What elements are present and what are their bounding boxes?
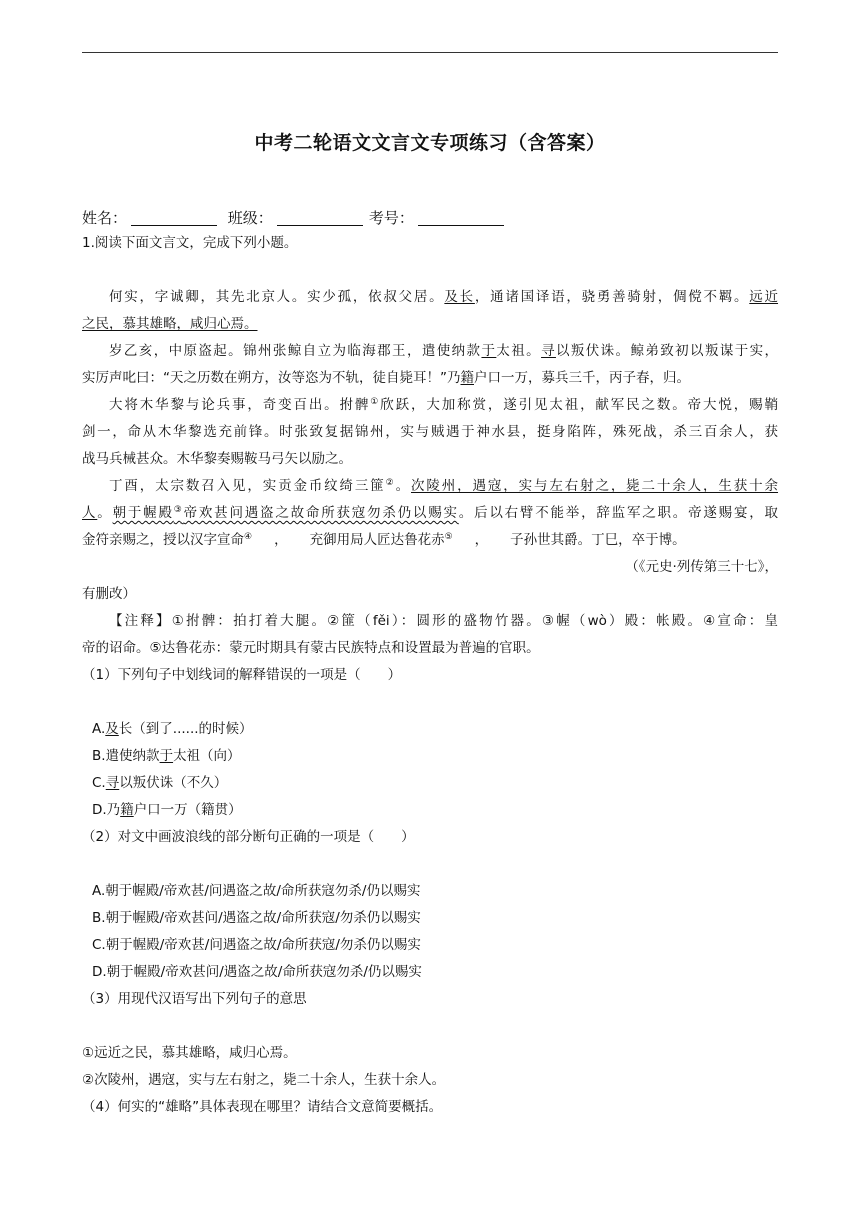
underlined-sentence-1: 之民，慕其雄略，咸归心焉。 (82, 316, 258, 332)
passage-p2-line1: 岁乙亥，中原盗起。锦州张鲸自立为临海郡王，遣使纳款于太祖。寻以叛伏诛。鲸弟致初以叛谋于实， (109, 343, 779, 359)
passage-p4-line1: 丁酉，太宗数召入见，实贡金币纹绮三篚②。次陵州，遇寇，实与左右射之，毙二十余人，生获十余 (109, 478, 779, 494)
exam-label: 考号： (368, 209, 414, 227)
sub2-option-b[interactable]: B.朝于幄殿/帝欢甚问/遇盗之故/命所获寇/勿杀仍以赐实 (92, 910, 421, 926)
passage-p4-line3: 金符亲赐之，授以汉字宣命④ ， 充御用局人匠达鲁花赤⑤ ， 子孙世其爵。丁巳，卒于博。 (82, 532, 686, 548)
sub1-option-c[interactable]: C.寻以叛伏诛（不久） (92, 775, 228, 791)
subquestion-3: （3）用现代汉语写出下列句子的意思 (82, 991, 307, 1007)
note-marker-1: ① (370, 397, 381, 407)
notes-line1: 【注释】①拊髀：拍打着大腿。②篚（fěi）：圆形的盛物竹器。③幄（wò）殿：帐殿。④宣命：皇 (109, 613, 778, 629)
passage-p3-line1: 大将木华黎与论兵事，奇变百出。拊髀①欣跃，大加称赏，遂引见太祖，献军民之数。帝大悦，赐鞘 (109, 397, 779, 413)
class-label: 班级： (227, 209, 273, 227)
underlined-yu: 于 (481, 343, 497, 359)
sub2-option-d[interactable]: D.朝于幄殿/帝欢甚问/遇盗之故/命所获寇勿杀/仍以赐实 (92, 964, 422, 980)
passage-p3-line3: 战马兵械甚众。木华黎奏赐鞍马弓矢以励之。 (82, 451, 352, 467)
header-rule (82, 52, 778, 53)
underlined-jichang: 及长 (444, 289, 475, 305)
note-marker-2: ② (385, 478, 396, 488)
student-info-row (82, 207, 510, 228)
sub1-option-a[interactable]: A.及长（到了......的时候） (92, 721, 253, 737)
sub3-sentence-2: ②次陵州，遇寇，实与左右射之，毙二十余人，生获十余人。 (82, 1072, 446, 1088)
page-title: 中考二轮语文文言文专项练习（含答案） (254, 132, 606, 154)
notes-line2: 帝的诏命。⑤达鲁花赤：蒙元时期具有蒙古民族特点和设置最为普遍的官职。 (82, 640, 540, 656)
passage-p3-line2: 剑一，命从木华黎选充前锋。时张致复据锦州，实与贼遇于神水县，挺身陷阵，殊死战，杀三百余人，获 (82, 424, 778, 440)
underlined-sentence-2: 次陵州，遇寇，实与左右射之，毙二十余人，生获十余 (411, 478, 779, 494)
subquestion-1: （1）下列句子中划线词的解释错误的一项是（ ） (82, 667, 402, 683)
sub1-option-d[interactable]: D.乃籍户口一万（籍贯） (92, 802, 242, 818)
note-marker-3: ③ (173, 505, 184, 515)
wavy-segment: 朝于幄殿③帝欢甚问遇盗之故命所获寇勿杀仍以赐实 (112, 505, 459, 521)
sub2-option-c[interactable]: C.朝于幄殿/帝欢甚/问遇盗之故/命所获寇/勿杀仍以赐实 (92, 937, 421, 953)
sub3-sentence-1: ①远近之民，慕其雄略，咸归心焉。 (82, 1045, 297, 1061)
name-blank[interactable] (131, 211, 217, 226)
passage-p4-line2: 人。朝于幄殿③帝欢甚问遇盗之故命所获寇勿杀仍以赐实。后以右臂不能举，辞监军之职。帝遂赐宴，取 (82, 505, 779, 521)
underlined-xun: 寻 (541, 343, 556, 359)
name-label: 姓名： (82, 209, 128, 227)
passage-p2-line2: 实厉声叱曰：“天之历数在朔方，汝等恣为不轨，徒自毙耳！”乃籍户口一万，募兵三千，丙子春，归。 (82, 370, 690, 386)
exam-blank[interactable] (418, 211, 504, 226)
note-marker-5: ⑤ (444, 532, 453, 542)
underlined-yuanjin: 远近 (749, 289, 779, 305)
passage-p1-line2 (82, 315, 258, 333)
subquestion-4: （4）何实的“雄略”具体表现在哪里？请结合文意简要概括。 (82, 1099, 443, 1115)
passage-p1-line1: 何实，字诚卿，其先北京人。实少孤，依叔父居。及长，通诸国译语，骁勇善骑射，倜傥不羁。远近 (109, 289, 779, 305)
source-citation: （《元史·列传第三十七》， (625, 559, 778, 575)
note-marker-4: ④ (244, 532, 253, 542)
sub1-option-b[interactable]: B.遣使纳款于太祖（向） (92, 748, 241, 764)
class-blank[interactable] (277, 211, 363, 226)
sub2-option-a[interactable]: A.朝于幄殿/帝欢甚/问遇盗之故/命所获寇勿杀/仍以赐实 (92, 883, 421, 899)
underlined-ji: 籍 (460, 370, 474, 386)
source-citation-end: 有删改） (82, 586, 136, 602)
subquestion-2: （2）对文中画波浪线的部分断句正确的一项是（ ） (82, 829, 415, 845)
question-intro: 1.阅读下面文言文，完成下列小题。 (82, 235, 298, 251)
underlined-sentence-2-end: 人 (82, 505, 98, 521)
